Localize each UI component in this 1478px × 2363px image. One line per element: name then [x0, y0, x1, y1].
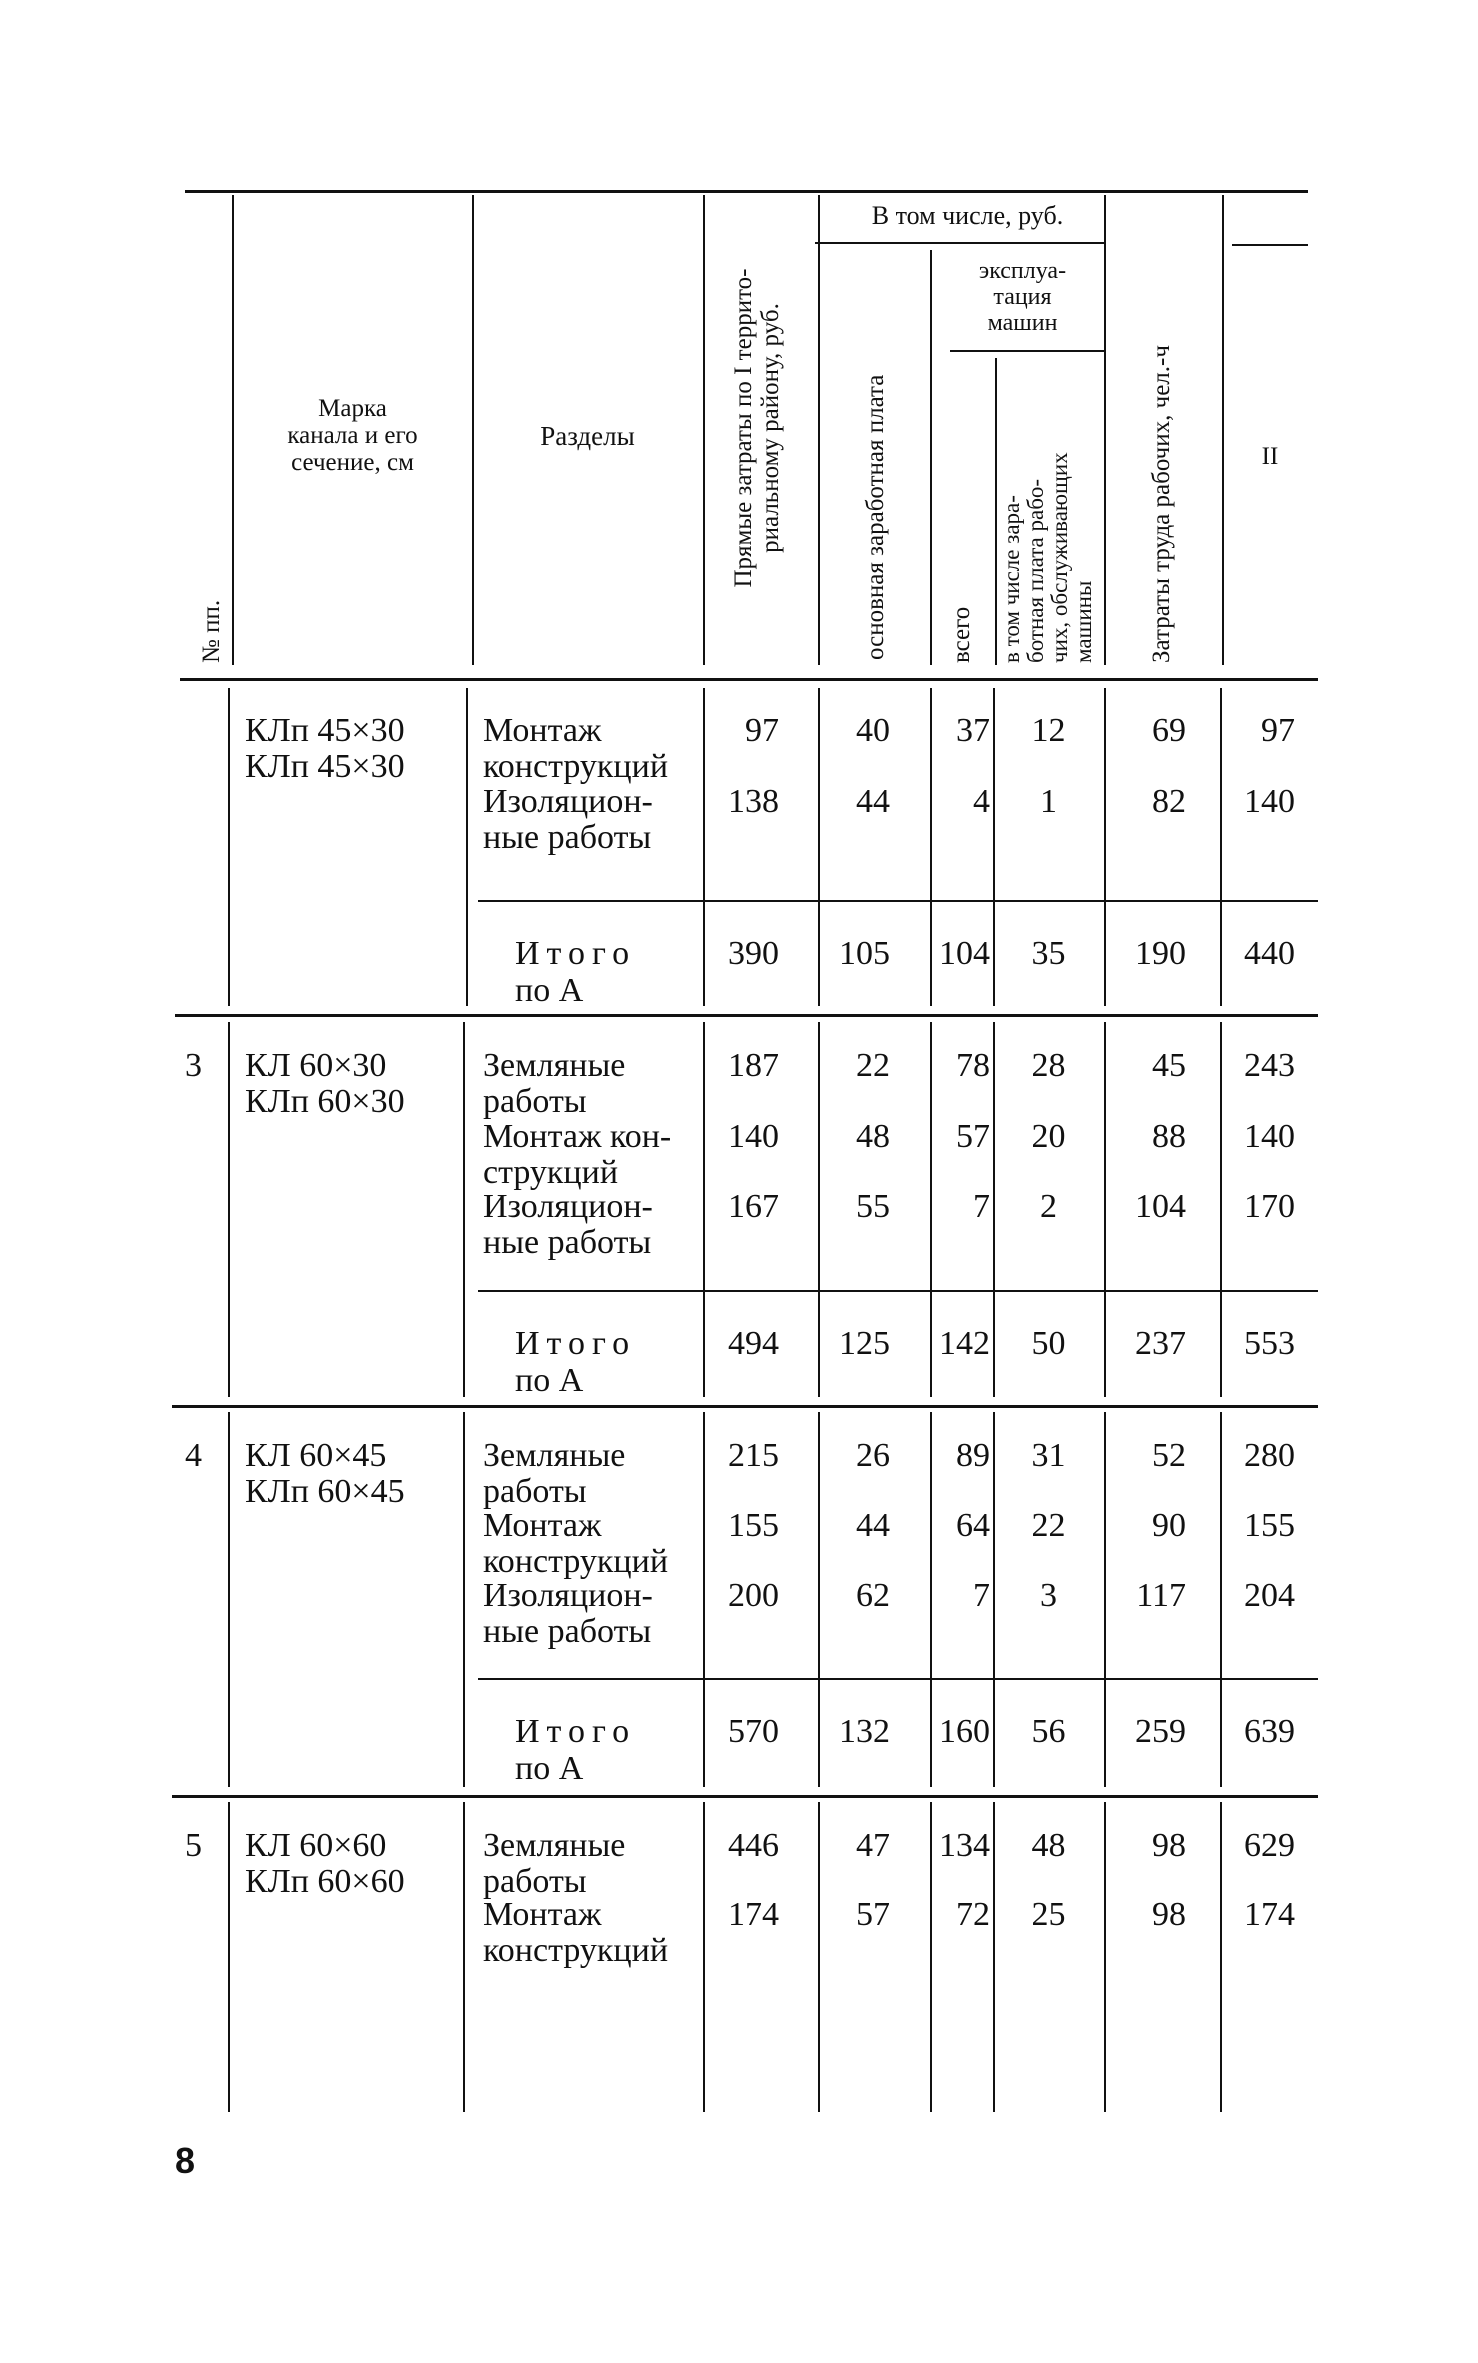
- vline-1: [232, 195, 234, 665]
- table-cell: 20: [1031, 1118, 1066, 1155]
- section-label: Монтаж: [483, 1507, 602, 1544]
- total-label: по А: [515, 1750, 584, 1787]
- table-cell: 104: [1135, 1188, 1186, 1225]
- col-num-header: № пп.: [198, 599, 225, 663]
- table-cell: 12: [1031, 712, 1066, 749]
- table-cell: 26: [856, 1437, 890, 1474]
- channel-mark: КЛп 60×30: [245, 1083, 405, 1120]
- table-cell: 97: [1261, 712, 1295, 749]
- vline-6: [995, 358, 997, 665]
- channel-mark: КЛп 45×30: [245, 748, 405, 785]
- table-cell: 89: [956, 1437, 990, 1474]
- table-cell: 98: [1152, 1896, 1186, 1933]
- section-label: конструкций: [483, 1543, 669, 1580]
- machines-header: эксплуа- тация машин: [978, 258, 1067, 336]
- table-cell: 48: [856, 1118, 890, 1155]
- table-cell: 155: [1244, 1507, 1295, 1544]
- table-cell: 82: [1152, 783, 1186, 820]
- header-bottom-rule: [180, 678, 1318, 681]
- total-label: Итого: [515, 1713, 637, 1750]
- total-label: Итого: [515, 1325, 637, 1362]
- table-cell: 138: [728, 783, 779, 820]
- table-cell: 200: [728, 1577, 779, 1614]
- table-cell: 2: [1040, 1188, 1057, 1225]
- machines-header-rule: [950, 350, 1104, 352]
- table-cell: 45: [1152, 1047, 1186, 1084]
- table-cell: 62: [856, 1577, 890, 1614]
- section-label: Земляные: [483, 1047, 626, 1084]
- vline-g3b: [463, 1412, 465, 1787]
- table-cell: 117: [1136, 1577, 1186, 1614]
- incl-header-rule: [815, 242, 1105, 244]
- section-label: конструкций: [483, 1932, 669, 1969]
- table-cell: 44: [856, 1507, 890, 1544]
- vline-g4a: [228, 1802, 230, 2112]
- table-cell: 155: [728, 1507, 779, 1544]
- table-cell: 25: [1031, 1896, 1066, 1933]
- channel-mark: КЛ 60×60: [245, 1827, 387, 1864]
- section-label: Земляные: [483, 1827, 626, 1864]
- total-cell: 105: [839, 935, 890, 972]
- table-cell: 7: [973, 1188, 990, 1225]
- section-label: работы: [483, 1863, 587, 1900]
- col-incl-wage-header: в том числе зара- ботная плата рабо- чих, обслуживающих машины: [999, 452, 1096, 663]
- table-cell: 7: [973, 1577, 990, 1614]
- page-number: 8: [175, 2140, 196, 2181]
- total-label: по А: [515, 972, 584, 1009]
- table-cell: 140: [1244, 783, 1295, 820]
- table-cell: 1: [1040, 783, 1057, 820]
- col-ii-header: II: [1261, 443, 1279, 470]
- table-cell: 204: [1244, 1577, 1295, 1614]
- col-mark-header: Марка канала и его сечение, см: [287, 395, 418, 476]
- channel-mark: КЛ 60×30: [245, 1047, 387, 1084]
- col-sections-header: Разделы: [540, 421, 635, 451]
- table-cell: 44: [856, 783, 890, 820]
- total-cell: 390: [728, 935, 779, 972]
- table-cell: 57: [856, 1896, 890, 1933]
- table-cell: 37: [956, 712, 990, 749]
- col-direct-header: Прямые затраты по I террито- риальному району, руб.: [730, 268, 784, 588]
- vline-5: [930, 250, 932, 665]
- table-cell: 187: [728, 1047, 779, 1084]
- table-cell: 55: [856, 1188, 890, 1225]
- total-cell: 553: [1244, 1325, 1295, 1362]
- table-cell: 215: [728, 1437, 779, 1474]
- g1-bottom-rule: [175, 1014, 1318, 1017]
- ii-header-rule: [1232, 244, 1308, 246]
- table-cell: 22: [1031, 1507, 1066, 1544]
- row-number: 4: [185, 1437, 202, 1474]
- table-cell: 28: [1031, 1047, 1066, 1084]
- total-cell: 237: [1135, 1325, 1186, 1362]
- total-cell: 104: [939, 935, 990, 972]
- table-cell: 174: [1244, 1896, 1295, 1933]
- col-total-header: всего: [948, 606, 975, 663]
- g3-bottom-rule: [172, 1795, 1318, 1798]
- vline-g3a: [228, 1412, 230, 1787]
- total-cell: 132: [839, 1713, 890, 1750]
- total-cell: 142: [939, 1325, 990, 1362]
- section-label: Изоляцион-: [483, 1577, 653, 1614]
- table-cell: 47: [856, 1827, 890, 1864]
- total-cell: 35: [1031, 935, 1066, 972]
- table-cell: 629: [1244, 1827, 1295, 1864]
- g2-subtotal-rule: [478, 1290, 1318, 1292]
- table-cell: 140: [728, 1118, 779, 1155]
- total-cell: 56: [1031, 1713, 1066, 1750]
- total-cell: 125: [839, 1325, 890, 1362]
- table-cell: 170: [1244, 1188, 1295, 1225]
- vline-4: [818, 195, 820, 665]
- section-label: Земляные: [483, 1437, 626, 1474]
- vline-g1b: [466, 688, 468, 1006]
- table-cell: 98: [1152, 1827, 1186, 1864]
- table-cell: 3: [1040, 1577, 1057, 1614]
- total-cell: 494: [728, 1325, 779, 1362]
- table-cell: 4: [973, 783, 990, 820]
- table-cell: 243: [1244, 1047, 1295, 1084]
- total-cell: 440: [1244, 935, 1295, 972]
- row-number: 3: [185, 1047, 202, 1084]
- total-cell: 639: [1244, 1713, 1295, 1750]
- table-cell: 140: [1244, 1118, 1295, 1155]
- table-cell: 167: [728, 1188, 779, 1225]
- table-cell: 97: [745, 712, 779, 749]
- total-label: Итого: [515, 935, 637, 972]
- table-cell: 69: [1152, 712, 1186, 749]
- total-label: по А: [515, 1362, 584, 1399]
- table-cell: 78: [956, 1047, 990, 1084]
- row-number: 5: [185, 1827, 202, 1864]
- section-label: Монтаж: [483, 1896, 602, 1933]
- table-cell: 88: [1152, 1118, 1186, 1155]
- vline-3: [703, 195, 705, 665]
- section-label: струкций: [483, 1154, 619, 1191]
- table-cell: 40: [856, 712, 890, 749]
- vline-g1a: [228, 688, 230, 1006]
- vline-2: [472, 195, 474, 665]
- col-labor-header: Затраты труда рабочих, чел.-ч: [1148, 345, 1175, 663]
- g2-bottom-rule: [172, 1405, 1318, 1408]
- section-label: ные работы: [483, 1613, 652, 1650]
- table-cell: 52: [1152, 1437, 1186, 1474]
- total-cell: 50: [1031, 1325, 1066, 1362]
- table-cell: 31: [1031, 1437, 1066, 1474]
- total-cell: 259: [1135, 1713, 1186, 1750]
- vline-g2a: [228, 1022, 230, 1397]
- channel-mark: КЛп 45×30: [245, 712, 405, 749]
- section-label: работы: [483, 1083, 587, 1120]
- section-label: ные работы: [483, 819, 652, 856]
- section-label: Монтаж: [483, 712, 602, 749]
- total-cell: 570: [728, 1713, 779, 1750]
- channel-mark: КЛп 60×60: [245, 1863, 405, 1900]
- table-cell: 174: [728, 1896, 779, 1933]
- g3-subtotal-rule: [478, 1678, 1318, 1680]
- section-label: Изоляцион-: [483, 783, 653, 820]
- section-label: Изоляцион-: [483, 1188, 653, 1225]
- total-cell: 160: [939, 1713, 990, 1750]
- table-cell: 22: [856, 1047, 890, 1084]
- table-cell: 90: [1152, 1507, 1186, 1544]
- total-cell: 190: [1135, 935, 1186, 972]
- section-label: конструкций: [483, 748, 669, 785]
- vline-8: [1222, 195, 1224, 665]
- table-cell: 134: [939, 1827, 990, 1864]
- channel-mark: КЛ 60×45: [245, 1437, 387, 1474]
- col-wage-header: основная заработная плата: [862, 374, 889, 660]
- section-label: Монтаж кон-: [483, 1118, 672, 1155]
- channel-mark: КЛп 60×45: [245, 1473, 405, 1510]
- section-label: работы: [483, 1473, 587, 1510]
- table-cell: 446: [728, 1827, 779, 1864]
- table-cell: 64: [956, 1507, 990, 1544]
- incl-header: В том числе, руб.: [871, 201, 1064, 230]
- g1-subtotal-rule: [478, 900, 1318, 902]
- table-cell: 57: [956, 1118, 990, 1155]
- vline-g2b: [463, 1022, 465, 1397]
- section-label: ные работы: [483, 1224, 652, 1261]
- table-cell: 72: [956, 1896, 990, 1933]
- table-cell: 48: [1031, 1827, 1066, 1864]
- vline-g4b: [463, 1802, 465, 2112]
- table-cell: 280: [1244, 1437, 1295, 1474]
